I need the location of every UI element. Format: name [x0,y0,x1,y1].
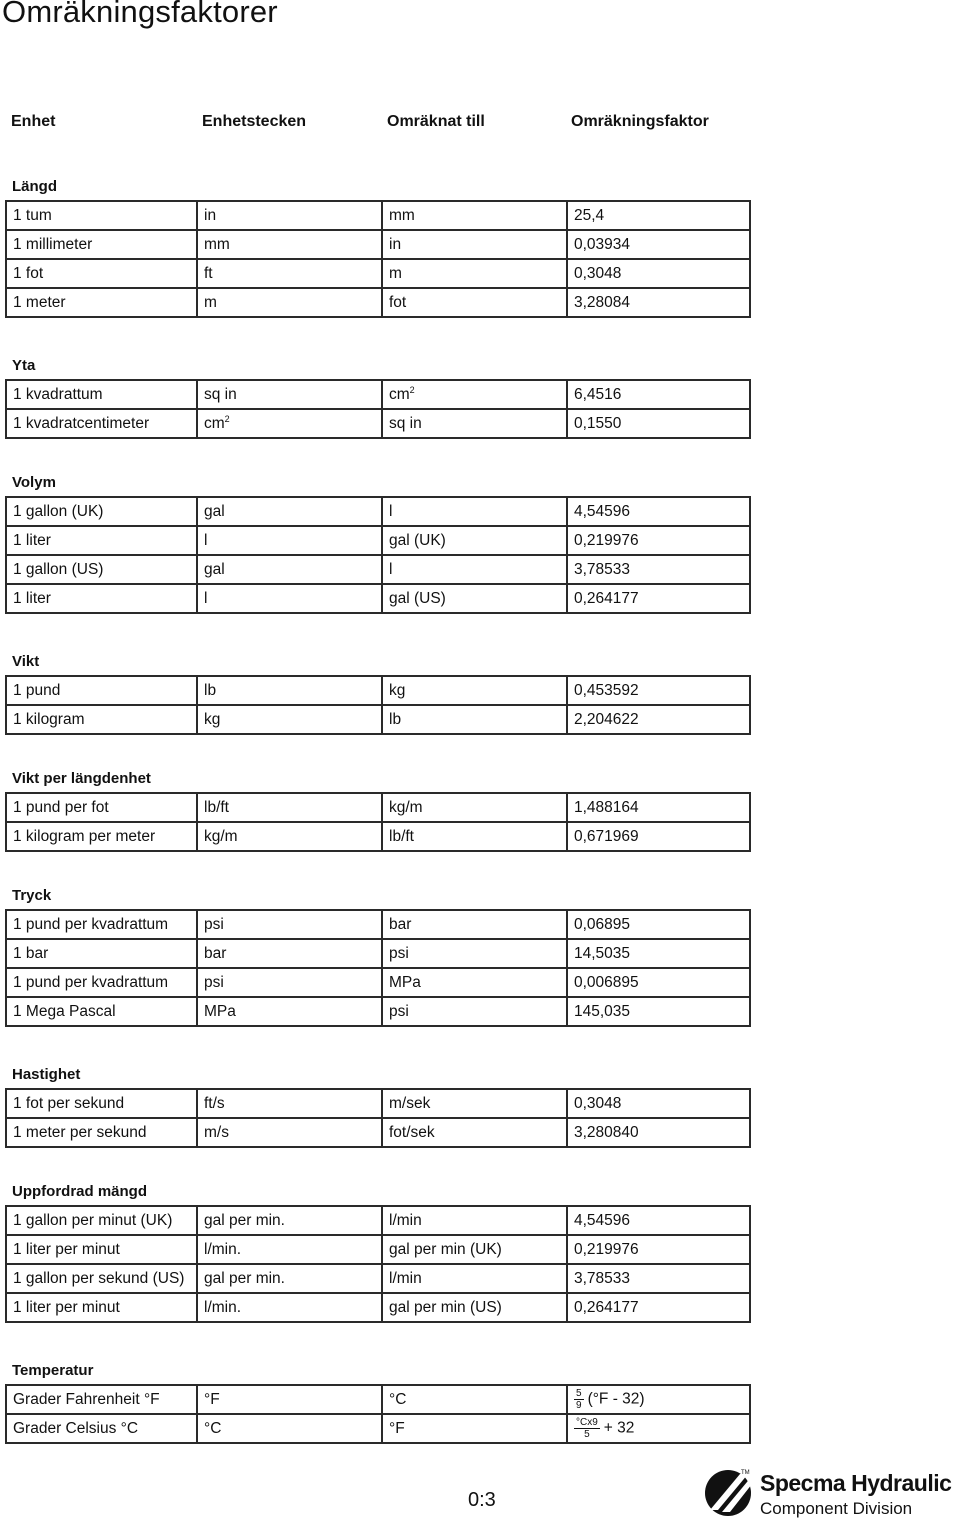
cell-symbol [197,409,382,438]
cell-factor: 6,4516 [567,380,750,409]
page-title: Omräkningsfaktorer [2,0,278,29]
conversion-table [5,792,751,852]
cell-unit: 1 tum [6,201,197,230]
cell-converted: kg/m [382,793,567,822]
conversion-table [5,379,751,439]
section-title: Vikt per längdenhet [12,770,151,787]
conversion-table [5,1205,751,1323]
header-converted-to: Omräknat till [387,113,485,130]
cell-converted: in [382,230,567,259]
cell-symbol: lb/ft [197,793,382,822]
cell-unit: 1 pund [6,676,197,705]
cell-converted: psi [382,997,567,1026]
cell-symbol: in [197,201,382,230]
cell-converted: °C [382,1385,567,1414]
table-row [6,1118,750,1147]
section-volume [5,469,751,614]
cell-factor: 0,671969 [567,822,750,851]
section-title: Längd [12,178,57,195]
conversion-table [5,200,751,318]
table-row [6,288,750,317]
cell-factor: 0,264177 [567,584,750,613]
table-row [6,555,750,584]
cell-factor: 4,54596 [567,497,750,526]
cell-converted [382,380,567,409]
trademark: TM [741,1470,750,1476]
cell-factor: 0,3048 [567,1089,750,1118]
section-title: Vikt [12,653,40,670]
cell-unit: 1 kvadratcentimeter [6,409,197,438]
cell-converted: lb/ft [382,822,567,851]
fraction [574,1417,600,1440]
conversion-table [5,675,751,735]
cell-unit: 1 fot [6,259,197,288]
section-title: Temperatur [12,1362,94,1379]
section-weight [5,648,751,735]
cell-symbol: psi [197,910,382,939]
cell-unit: 1 meter per sekund [6,1118,197,1147]
cell-symbol: l/min. [197,1235,382,1264]
fraction-denominator: 9 [576,1400,582,1411]
cell-factor: 0,1550 [567,409,750,438]
cell-converted: gal per min (US) [382,1293,567,1322]
section-title: Yta [12,357,36,374]
cell-factor: 0,264177 [567,1293,750,1322]
cell-unit: 1 millimeter [6,230,197,259]
cell-symbol: sq in [197,380,382,409]
section-length [5,173,751,318]
table-row [6,1235,750,1264]
cell-symbol: °C [197,1414,382,1443]
section-weight-per-length [5,765,751,852]
cell-factor: 4,54596 [567,1206,750,1235]
cell-symbol: °F [197,1385,382,1414]
cell-unit: 1 bar [6,939,197,968]
cell-unit: 1 pund per fot [6,793,197,822]
cell-converted: MPa [382,968,567,997]
unit-text: cm [389,386,410,403]
cell-symbol: ft/s [197,1089,382,1118]
table-row [6,526,750,555]
cell-factor: 0,03934 [567,230,750,259]
section-pressure [5,882,751,1027]
cell-factor: 0,06895 [567,910,750,939]
cell-unit: 1 pund per kvadrattum [6,910,197,939]
cell-factor: 2,204622 [567,705,750,734]
fraction [574,1388,584,1411]
cell-converted: sq in [382,409,567,438]
cell-unit: 1 kilogram per meter [6,822,197,851]
section-title: Hastighet [12,1066,81,1083]
table-row [6,1206,750,1235]
table-row [6,497,750,526]
table-row [6,1385,750,1414]
cell-symbol: lb [197,676,382,705]
cell-factor: 0,006895 [567,968,750,997]
conversion-table [5,1384,751,1444]
cell-symbol: kg [197,705,382,734]
cell-symbol: ft [197,259,382,288]
table-row [6,939,750,968]
cell-converted: mm [382,201,567,230]
cell-unit: 1 liter per minut [6,1293,197,1322]
cell-converted: gal per min (UK) [382,1235,567,1264]
cell-unit: Grader Fahrenheit °F [6,1385,197,1414]
cell-symbol: psi [197,968,382,997]
page-number: 0:3 [468,1489,496,1511]
superscript: 2 [409,385,415,395]
header-unit: Enhet [11,113,56,130]
cell-unit: 1 gallon (US) [6,555,197,584]
cell-unit: Grader Celsius °C [6,1414,197,1443]
cell-factor: 0,219976 [567,526,750,555]
cell-unit: 1 gallon per sekund (US) [6,1264,197,1293]
logo-name: Specma Hydraulic [760,1470,952,1496]
section-temperature [5,1357,751,1444]
fraction-denominator: 5 [584,1429,590,1440]
cell-factor: 0,453592 [567,676,750,705]
table-row [6,409,750,438]
table-row [6,230,750,259]
cell-converted: fot/sek [382,1118,567,1147]
section-area [5,352,751,439]
cell-converted: lb [382,705,567,734]
cell-converted: gal (UK) [382,526,567,555]
cell-factor: 3,28084 [567,288,750,317]
cell-factor: 3,78533 [567,1264,750,1293]
cell-symbol: l/min. [197,1293,382,1322]
cell-symbol: m/s [197,1118,382,1147]
table-row [6,968,750,997]
cell-factor: 14,5035 [567,939,750,968]
section-title: Uppfordrad mängd [12,1183,147,1200]
cell-converted: kg [382,676,567,705]
cell-factor [567,1385,750,1414]
cell-converted: °F [382,1414,567,1443]
cell-unit: 1 liter [6,584,197,613]
cell-converted: fot [382,288,567,317]
cell-unit: 1 fot per sekund [6,1089,197,1118]
fraction-numerator: °Cx9 [576,1417,598,1428]
conversion-table [5,909,751,1027]
cell-factor [567,1414,750,1443]
table-row [6,380,750,409]
cell-factor: 0,3048 [567,259,750,288]
cell-converted: l/min [382,1206,567,1235]
cell-unit: 1 liter [6,526,197,555]
superscript: 2 [224,414,230,424]
cell-symbol: l [197,584,382,613]
cell-factor: 1,488164 [567,793,750,822]
cell-symbol: gal [197,555,382,584]
formula-rest: (°F - 32) [587,1390,645,1408]
table-row [6,822,750,851]
cell-converted: bar [382,910,567,939]
section-title: Tryck [12,887,52,904]
cell-converted: l/min [382,1264,567,1293]
header-factor: Omräkningsfaktor [571,113,709,130]
cell-symbol: mm [197,230,382,259]
cell-factor: 3,280840 [567,1118,750,1147]
cell-symbol: kg/m [197,822,382,851]
cell-unit: 1 meter [6,288,197,317]
cell-unit: 1 gallon per minut (UK) [6,1206,197,1235]
cell-converted: l [382,497,567,526]
cell-factor: 25,4 [567,201,750,230]
conversion-table [5,1088,751,1148]
header-symbol: Enhetstecken [202,113,307,130]
cell-factor: 145,035 [567,997,750,1026]
cell-factor: 0,219976 [567,1235,750,1264]
cell-converted: psi [382,939,567,968]
logo-division: Component Division [760,1499,913,1518]
cell-unit: 1 pund per kvadrattum [6,968,197,997]
cell-converted: m/sek [382,1089,567,1118]
table-row [6,997,750,1026]
table-row [6,1293,750,1322]
table-row [6,676,750,705]
table-row [6,1089,750,1118]
cell-unit: 1 gallon (UK) [6,497,197,526]
cell-symbol: l [197,526,382,555]
cell-symbol: gal [197,497,382,526]
section-flow [5,1178,751,1323]
cell-symbol: bar [197,939,382,968]
section-velocity [5,1061,751,1148]
cell-converted: l [382,555,567,584]
cell-unit: 1 kvadrattum [6,380,197,409]
table-row [6,1414,750,1443]
cell-symbol: MPa [197,997,382,1026]
table-row [6,705,750,734]
table-row [6,910,750,939]
cell-unit: 1 liter per minut [6,1235,197,1264]
cell-converted: m [382,259,567,288]
cell-factor: 3,78533 [567,555,750,584]
cell-unit: 1 kilogram [6,705,197,734]
table-row [6,1264,750,1293]
table-row [6,259,750,288]
cell-unit: 1 Mega Pascal [6,997,197,1026]
cell-symbol: m [197,288,382,317]
formula-rest: + 32 [603,1419,635,1437]
section-title: Volym [12,474,56,491]
unit-text: cm [204,415,225,432]
table-row [6,201,750,230]
conversion-table [5,496,751,614]
table-row [6,584,750,613]
table-row [6,793,750,822]
fraction-numerator: 5 [576,1388,582,1399]
cell-symbol: gal per min. [197,1264,382,1293]
cell-symbol: gal per min. [197,1206,382,1235]
cell-converted: gal (US) [382,584,567,613]
